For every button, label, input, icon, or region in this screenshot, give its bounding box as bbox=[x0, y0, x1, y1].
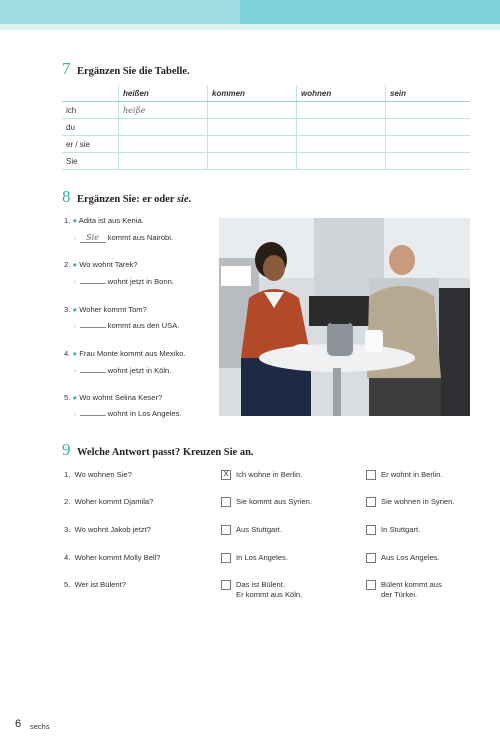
s9-question-4 bbox=[64, 553, 161, 562]
table-row bbox=[62, 153, 470, 170]
s8-question-4 bbox=[64, 349, 186, 358]
page-number-word: sechs bbox=[30, 722, 50, 731]
table-cell-input[interactable] bbox=[208, 119, 297, 136]
table-cell-input[interactable] bbox=[297, 102, 386, 119]
s8-answer-5 bbox=[74, 409, 182, 418]
bullet-icon: ● bbox=[72, 349, 78, 358]
table-header-kommen: kommen bbox=[208, 85, 297, 102]
item-number: 5. bbox=[64, 393, 71, 402]
table-header-sein: sein bbox=[386, 85, 471, 102]
checkbox-b[interactable] bbox=[366, 553, 376, 563]
option-text: In Los Angeles. bbox=[236, 553, 288, 562]
table-header-heissen: heißen bbox=[119, 85, 208, 102]
option-text-line2: Er kommt aus Köln. bbox=[236, 590, 303, 599]
option-text-line1: Bülent kommt aus bbox=[381, 580, 442, 589]
s9-question-2 bbox=[64, 497, 153, 506]
header-band-wave bbox=[0, 24, 500, 30]
checkbox-a[interactable] bbox=[221, 497, 231, 507]
section8-title-sie: sie bbox=[176, 194, 189, 205]
s9-question-5 bbox=[64, 580, 126, 589]
option-text: Er wohnt in Berlin. bbox=[381, 470, 443, 479]
s8-question-5 bbox=[64, 393, 162, 402]
item-number: 4. bbox=[64, 553, 71, 562]
answer-blank[interactable] bbox=[80, 327, 106, 328]
s8-answer-4 bbox=[74, 366, 171, 375]
table-row bbox=[62, 136, 470, 153]
arrow-icon: › bbox=[74, 409, 77, 418]
table-row bbox=[62, 102, 470, 119]
section8-title-er: er bbox=[142, 194, 152, 205]
option-b bbox=[381, 470, 443, 480]
section8-title-period: . bbox=[188, 194, 192, 205]
table-cell-input[interactable] bbox=[297, 119, 386, 136]
question-text: Woher kommt Djamila? bbox=[74, 497, 154, 506]
option-a bbox=[236, 553, 288, 563]
option-text-line2: der Türkei. bbox=[381, 590, 418, 599]
item-number: 2. bbox=[64, 260, 71, 269]
s8-question-3 bbox=[64, 305, 147, 314]
photo-two-people-kitchen bbox=[219, 218, 470, 416]
option-text: In Stuttgart. bbox=[381, 525, 421, 534]
answer-blank[interactable]: Sie bbox=[80, 233, 106, 243]
arrow-icon: › bbox=[74, 233, 77, 242]
checkbox-b[interactable] bbox=[366, 470, 376, 480]
section8-title bbox=[77, 194, 191, 205]
table-cell-input[interactable] bbox=[386, 153, 471, 170]
checkbox-b[interactable] bbox=[366, 525, 376, 535]
option-text: Aus Stuttgart. bbox=[236, 525, 283, 534]
answer-blank[interactable] bbox=[80, 283, 106, 284]
question-text: Wer ist Bülent? bbox=[74, 580, 126, 589]
section7-number: 7 bbox=[62, 59, 71, 78]
answer-text: wohnt in Los Angeles. bbox=[107, 409, 182, 418]
page-number: 6 bbox=[15, 718, 22, 730]
option-a bbox=[236, 470, 302, 480]
option-text: Sie kommt aus Syrien. bbox=[236, 497, 312, 506]
table-pronoun: er / sie bbox=[62, 136, 119, 153]
option-text-line1: Das ist Bülent. bbox=[236, 580, 285, 589]
checkbox-b[interactable] bbox=[366, 580, 376, 590]
item-number: 2. bbox=[64, 497, 71, 506]
question-text: Woher kommt Molly Bell? bbox=[74, 553, 161, 562]
table-cell-input[interactable] bbox=[208, 102, 297, 119]
table-cell-input[interactable] bbox=[119, 153, 208, 170]
question-text: Frau Monte kommt aus Mexiko. bbox=[79, 349, 186, 358]
bullet-icon: ● bbox=[72, 305, 78, 314]
option-a bbox=[236, 525, 282, 535]
section8-number: 8 bbox=[62, 187, 71, 206]
table-header-wohnen: wohnen bbox=[297, 85, 386, 102]
question-text: Wo wohnt Tarek? bbox=[79, 260, 138, 269]
s8-answer-1 bbox=[74, 233, 173, 243]
answer-text: kommt aus Nairobi. bbox=[107, 233, 174, 242]
table-cell-input[interactable] bbox=[208, 153, 297, 170]
option-b bbox=[381, 525, 420, 535]
arrow-icon: › bbox=[74, 321, 77, 330]
item-number: 1. bbox=[64, 470, 71, 479]
answer-text: kommt aus den USA. bbox=[107, 321, 180, 330]
table-cell-input[interactable] bbox=[297, 153, 386, 170]
section9-number: 9 bbox=[62, 440, 71, 459]
s9-question-3 bbox=[64, 525, 151, 534]
table-cell-input[interactable] bbox=[386, 102, 471, 119]
header-band bbox=[0, 0, 500, 30]
question-text: Wo wohnt Selina Keser? bbox=[79, 393, 163, 402]
item-number: 1. bbox=[64, 216, 71, 225]
table-pronoun: du bbox=[62, 119, 119, 136]
checkbox-a-checked[interactable]: X bbox=[221, 470, 231, 480]
item-number: 5. bbox=[64, 580, 71, 589]
option-text: Sie wohnen in Syrien. bbox=[381, 497, 455, 506]
table-cell-input[interactable] bbox=[119, 136, 208, 153]
section7-title: Ergänzen Sie die Tabelle. bbox=[77, 66, 190, 77]
table-cell-input[interactable] bbox=[386, 136, 471, 153]
checkbox-a[interactable] bbox=[221, 553, 231, 563]
table-cell-input[interactable]: heiße bbox=[119, 102, 208, 119]
table-corner bbox=[62, 85, 119, 102]
answer-text: wohnt jetzt in Köln. bbox=[107, 366, 172, 375]
option-text: Ich wohne in Berlin. bbox=[236, 470, 303, 479]
table-pronoun: Sie bbox=[62, 153, 119, 170]
checkbox-a[interactable] bbox=[221, 580, 231, 590]
question-text: Wo wohnt Jakob jetzt? bbox=[74, 525, 151, 534]
table-cell-input[interactable] bbox=[297, 136, 386, 153]
option-b bbox=[381, 497, 454, 507]
table-cell-input[interactable] bbox=[386, 119, 471, 136]
s8-question-1 bbox=[64, 216, 144, 225]
option-text: Aus Los Angeles. bbox=[381, 553, 440, 562]
item-number: 4. bbox=[64, 349, 71, 358]
section8-title-oder: oder bbox=[151, 194, 177, 205]
bullet-icon: ● bbox=[72, 393, 78, 402]
item-number: 3. bbox=[64, 525, 71, 534]
conjugation-table bbox=[62, 85, 470, 170]
question-text: Adita ist aus Kenia. bbox=[78, 216, 144, 225]
arrow-icon: › bbox=[74, 277, 77, 286]
s9-question-1 bbox=[64, 470, 132, 479]
section8-title-text: Ergänzen Sie: bbox=[77, 194, 143, 205]
answer-blank[interactable] bbox=[80, 372, 106, 373]
table-row bbox=[62, 119, 470, 136]
bullet-icon: ● bbox=[72, 216, 78, 225]
question-text: Wo wohnen Sie? bbox=[74, 470, 132, 479]
arrow-icon: › bbox=[74, 366, 77, 375]
table-cell-input[interactable] bbox=[119, 119, 208, 136]
answer-blank[interactable] bbox=[80, 415, 106, 416]
answer-text: wohnt jetzt in Bonn. bbox=[107, 277, 174, 286]
checkbox-b[interactable] bbox=[366, 497, 376, 507]
option-b bbox=[381, 553, 440, 563]
photo-illustration bbox=[219, 218, 470, 416]
option-a bbox=[236, 580, 302, 600]
item-number: 3. bbox=[64, 305, 71, 314]
checkbox-a[interactable] bbox=[221, 525, 231, 535]
s8-answer-2 bbox=[74, 277, 174, 286]
s8-answer-3 bbox=[74, 321, 179, 330]
bullet-icon: ● bbox=[72, 260, 78, 269]
table-cell-input[interactable] bbox=[208, 136, 297, 153]
option-b bbox=[381, 580, 442, 600]
option-a bbox=[236, 497, 312, 507]
table-pronoun: ich bbox=[62, 102, 119, 119]
question-text: Woher kommt Tom? bbox=[79, 305, 147, 314]
section9-title: Welche Antwort passt? Kreuzen Sie an. bbox=[77, 447, 254, 458]
s8-question-2 bbox=[64, 260, 138, 269]
